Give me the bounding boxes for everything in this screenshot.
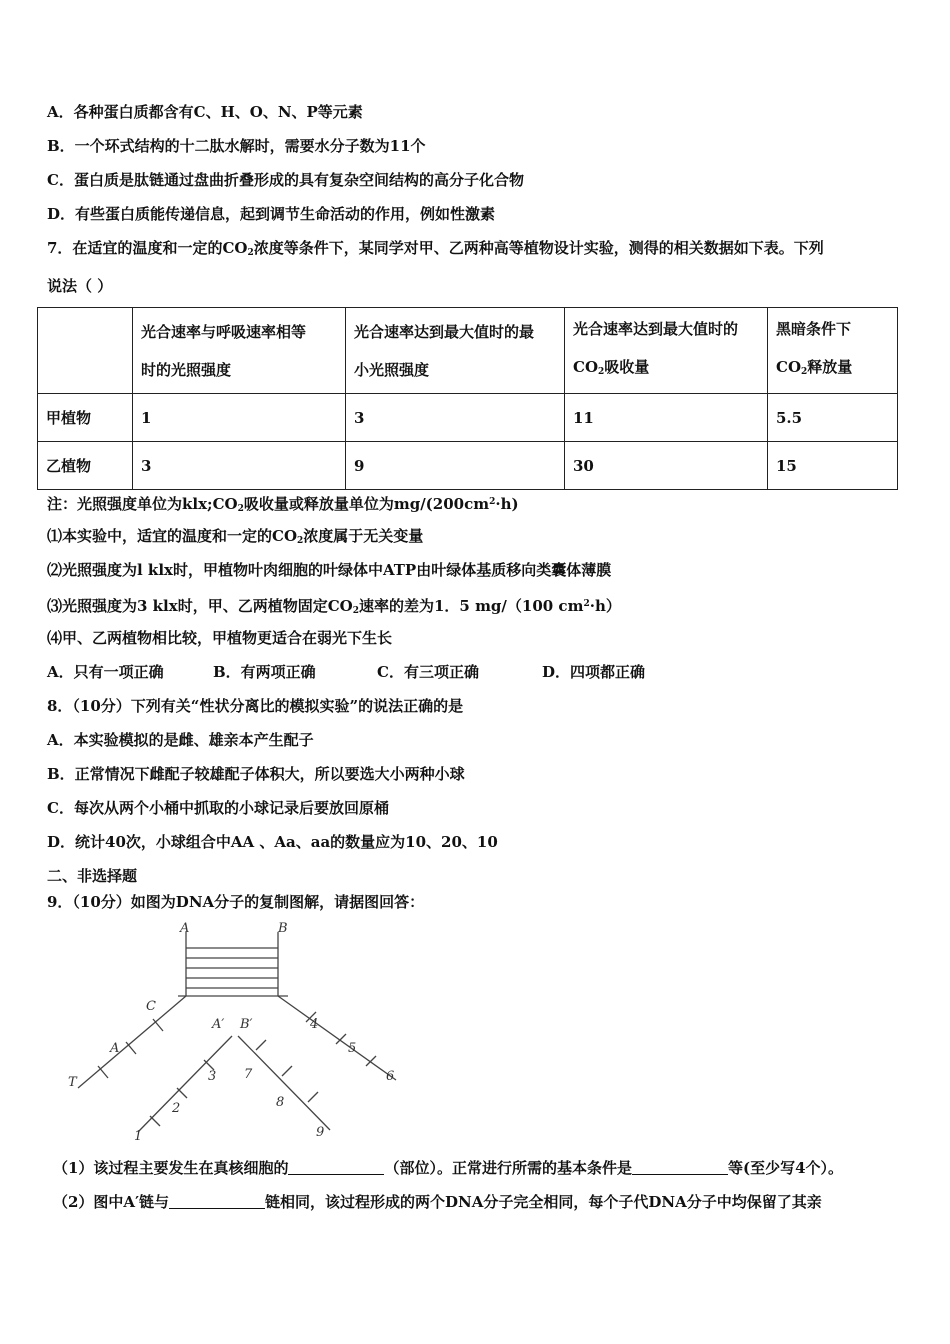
label-6: 6 xyxy=(386,1069,395,1084)
label-b-prime: B′ xyxy=(240,1017,253,1032)
q8-option-c: C．每次从两个小桶中抓取的小球记录后要放回原桶 xyxy=(47,799,389,817)
s1-text-1: ⑴本实验中，适宜的温度和一定的CO xyxy=(47,527,298,545)
note-text-3: ·h) xyxy=(495,495,519,513)
answer-blank-location[interactable] xyxy=(288,1159,384,1175)
s1-sub: 2 xyxy=(297,536,304,546)
label-a: A xyxy=(180,921,190,936)
table-header-4-sub: 2 xyxy=(801,367,808,377)
q7-choice-d: D．四项都正确 xyxy=(542,663,646,681)
label-a-left: A xyxy=(110,1041,120,1056)
q7-data-table xyxy=(37,307,898,490)
label-2: 2 xyxy=(172,1101,181,1116)
label-t: T xyxy=(68,1075,77,1090)
table-header-4-tail: 释放量 xyxy=(807,358,853,376)
table-header-4-line1: 黑暗条件下 xyxy=(776,320,852,338)
answer-blank-strand[interactable] xyxy=(169,1193,265,1209)
q9-part-1 xyxy=(53,1158,843,1178)
s3-text-1: ⑶光照强度为3 klx时，甲、乙两植物固定CO xyxy=(47,597,353,615)
table-header-2 xyxy=(346,308,565,394)
q8-option-b: B．正常情况下雌配子较雄配子体积大，所以要选大小两种小球 xyxy=(47,765,465,783)
label-4: 4 xyxy=(310,1017,319,1032)
table-corner-cell xyxy=(38,308,133,394)
q7-statement-1 xyxy=(47,526,423,551)
label-5: 5 xyxy=(348,1041,357,1056)
q9-p1-text-2: （部位）。正常进行所需的基本条件是 xyxy=(384,1159,632,1177)
s3-sup: 2 xyxy=(583,599,590,609)
label-a-prime: A′ xyxy=(212,1017,225,1032)
s3-text-3: ·h） xyxy=(589,597,621,615)
answer-blank-conditions[interactable] xyxy=(632,1159,728,1175)
table-header-3-co: CO xyxy=(573,358,599,376)
table-cell: 3 xyxy=(133,442,346,490)
table-header-4 xyxy=(768,308,898,394)
q6-option-c: C．蛋白质是肽链通过盘曲折叠形成的具有复杂空间结构的高分子化合物 xyxy=(47,171,524,189)
table-header-3-line2 xyxy=(573,348,759,391)
label-8: 8 xyxy=(276,1095,285,1110)
table-cell: 1 xyxy=(133,394,346,442)
table-header-1-line2: 时的光照强度 xyxy=(141,360,232,379)
table-header-row xyxy=(38,308,898,394)
row-label-jia: 甲植物 xyxy=(38,394,133,442)
q7-table-note xyxy=(47,492,519,519)
s3-text-2: 速率的差为1．5 mg/（100 cm xyxy=(358,597,584,615)
table-cell: 9 xyxy=(346,442,565,490)
q9-stem: 9．（10分）如图为DNA分子的复制图解，请据图回答： xyxy=(47,893,425,911)
q7-choice-b: B．有两项正确 xyxy=(213,663,316,681)
table-header-1 xyxy=(133,308,346,394)
table-header-2-line1: 光合速率达到最大值时的最 xyxy=(354,322,535,341)
q6-option-d: D．有些蛋白质能传递信息，起到调节生命活动的作用，例如性激素 xyxy=(47,205,496,223)
q9-p1-text-3: 等(至少写4个）。 xyxy=(727,1159,844,1177)
table-cell: 15 xyxy=(768,442,898,490)
q9-p2-text-2: 链相同，该过程形成的两个DNA分子完全相同，每个子代DNA分子中均保留了其亲 xyxy=(265,1193,822,1211)
label-1: 1 xyxy=(134,1129,143,1144)
table-cell: 3 xyxy=(346,394,565,442)
table-cell: 30 xyxy=(565,442,768,490)
table-header-3-tail: 吸收量 xyxy=(604,358,650,376)
s3-sub: 2 xyxy=(352,606,359,616)
table-cell: 5.5 xyxy=(768,394,898,442)
q7-stem-sub: 2 xyxy=(247,248,254,258)
q7-statement-4: ⑷甲、乙两植物相比较，甲植物更适合在弱光下生长 xyxy=(47,629,393,647)
label-3: 3 xyxy=(208,1069,217,1084)
q7-choice-c: C．有三项正确 xyxy=(377,663,479,681)
label-c: C xyxy=(146,999,156,1014)
q7-statement-2: ⑵光照强度为l klx时，甲植物叶肉细胞的叶绿体中ATP由叶绿体基质移向类囊体薄膜 xyxy=(47,561,612,579)
row-label-yi: 乙植物 xyxy=(38,442,133,490)
q7-stem-text-1: 7．在适宜的温度和一定的CO xyxy=(47,239,248,257)
note-text-1: 注：光照强度单位为klx;CO xyxy=(47,495,238,513)
q7-statement-3 xyxy=(47,594,621,621)
label-9: 9 xyxy=(316,1125,325,1140)
q8-option-a: A．本实验模拟的是雌、雄亲本产生配子 xyxy=(47,731,314,749)
q8-stem: 8．（10分）下列有关“性状分离比的模拟实验”的说法正确的是 xyxy=(47,697,464,715)
table-header-2-line2: 小光照强度 xyxy=(354,360,430,379)
table-header-4-co: CO xyxy=(776,358,802,376)
q9-p1-text-1: （1）该过程主要发生在真核细胞的 xyxy=(53,1159,289,1177)
table-header-3-sub: 2 xyxy=(598,367,605,377)
table-header-4-line2 xyxy=(776,348,889,391)
q7-stem-text-2: 浓度等条件下，某同学对甲、乙两种高等植物设计实验，测得的相关数据如下表。下列 xyxy=(253,239,824,257)
q9-p2-text-1: （2）图中A′链与 xyxy=(53,1193,170,1211)
q6-option-a: A．各种蛋白质都含有C、H、O、N、P等元素 xyxy=(47,103,363,121)
table-header-3-line1: 光合速率达到最大值时的 xyxy=(573,320,739,338)
label-7: 7 xyxy=(244,1067,253,1082)
table-cell: 11 xyxy=(565,394,768,442)
label-b: B xyxy=(278,921,288,936)
table-row xyxy=(38,394,898,442)
q7-stem-line2: 说法（ ） xyxy=(47,277,113,295)
s1-text-2: 浓度属于无关变量 xyxy=(303,527,424,545)
note-text-2: 吸收量或释放量单位为mg/(200cm xyxy=(243,495,490,513)
table-header-3 xyxy=(565,308,768,394)
note-sup: 2 xyxy=(489,497,496,507)
q8-option-d: D．统计40次，小球组合中AA 、Aa、aa的数量应为10、20、10 xyxy=(47,833,498,851)
table-row xyxy=(38,442,898,490)
table-header-1-line1: 光合速率与呼吸速率相等 xyxy=(141,322,307,341)
q7-stem xyxy=(47,238,824,263)
q9-part-2 xyxy=(53,1192,822,1212)
note-sub: 2 xyxy=(237,504,244,514)
section-heading: 二、非选择题 xyxy=(47,867,138,885)
dna-replication-diagram xyxy=(60,918,420,1148)
q6-option-b: B．一个环式结构的十二肽水解时，需要水分子数为11个 xyxy=(47,137,426,155)
q7-choice-a: A．只有一项正确 xyxy=(47,663,164,681)
